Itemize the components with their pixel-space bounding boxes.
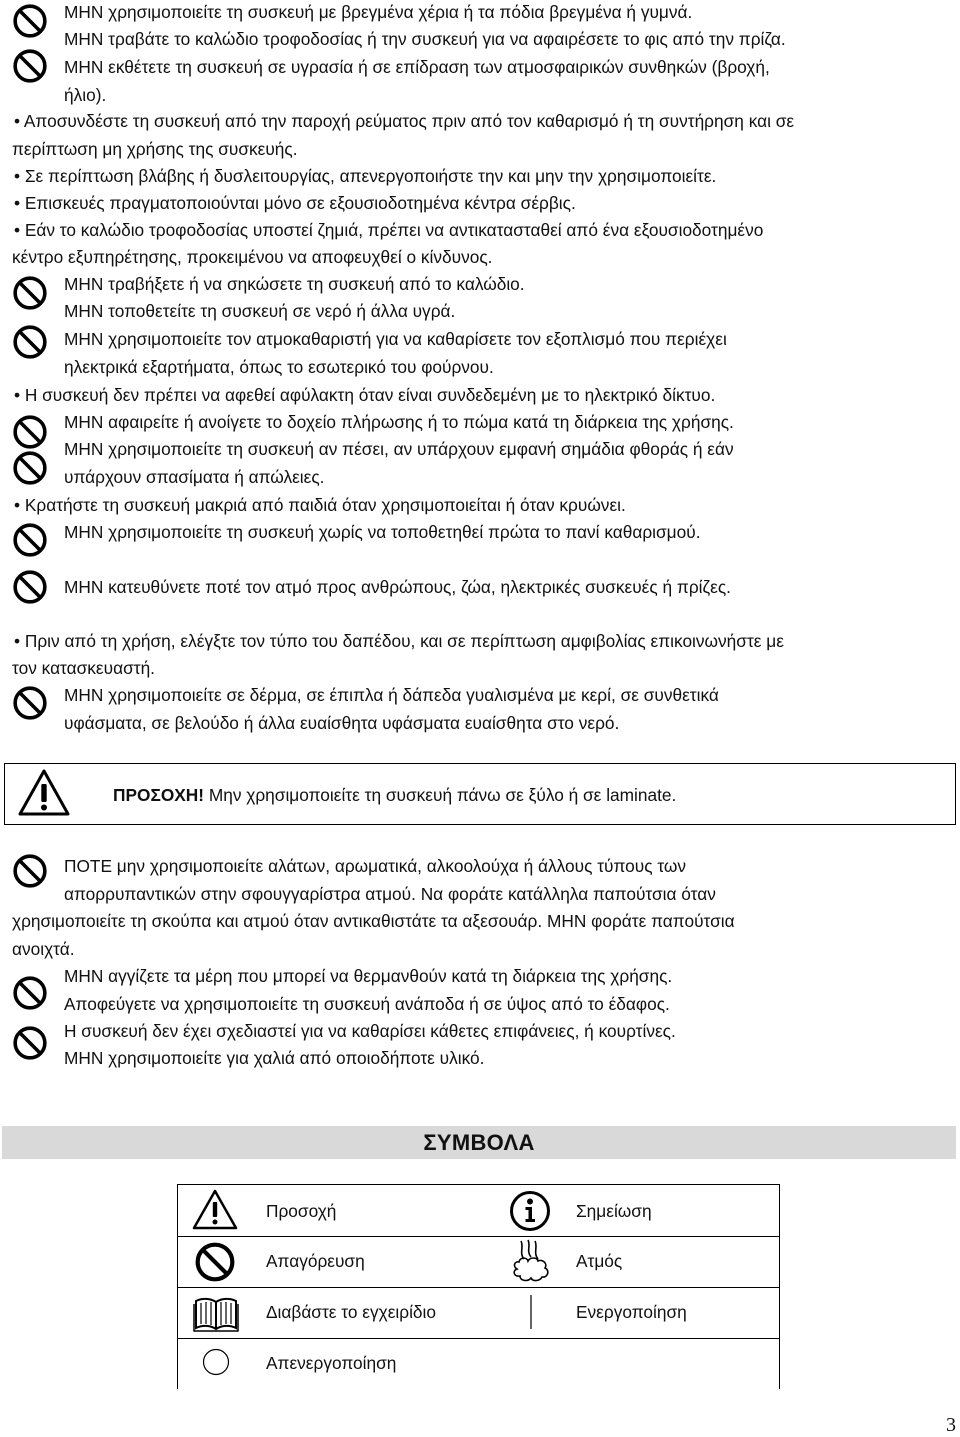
text-line: ΜΗΝ χρησιμοποιείτε τη συσκευή με βρεγμένα χέρια ή τα πόδια βρεγμένα ή γυμνά.: [64, 2, 693, 22]
prohibition-icon: [12, 324, 48, 360]
prohibition-icon: [12, 450, 48, 486]
symbols-row: [178, 1338, 779, 1389]
prohibition-icon: [12, 853, 48, 889]
note-label: Σημείωση: [576, 1201, 652, 1221]
prohibition-icon: [12, 414, 48, 450]
bullet-item: • Κρατήστε τη συσκευή μακριά από παιδιά όταν χρησιμοποιείται ή όταν κρυώνει.: [14, 495, 626, 515]
text-line: ΜΗΝ αγγίζετε τα μέρη που μπορεί να θερμανθούν κατά τη διάρκεια της χρήσης.: [64, 966, 673, 986]
text-line: ΜΗΝ εκθέτετε τη συσκευή σε υγρασία ή σε επίδραση των ατμοσφαιρικών συνθηκών (βροχή,: [64, 57, 770, 77]
text-line: ΜΗΝ αφαιρείτε ή ανοίγετε το δοχείο πλήρωσης ή το πώμα κατά τη διάρκεια της χρήσης.: [64, 412, 734, 432]
text-line: Αποφεύγετε να χρησιμοποιείτε τη συσκευή ανάποδα ή σε ύψος από το έδαφος.: [64, 994, 670, 1014]
prohibition-icon: [12, 48, 48, 84]
prohibition-icon: [194, 1241, 236, 1283]
bullet-item: • Αποσυνδέστε τη συσκευή από την παροχή ρεύματος πριν από τον καθαρισμό ή τη συντήρηση και σε: [14, 111, 795, 131]
text-line: ΜΗΝ τραβάτε το καλώδιο τροφοδοσίας ή την συσκευή για να αφαιρέσετε το φις από την πρίζα.: [64, 29, 786, 49]
text-line: ΜΗΝ κατευθύνετε ποτέ τον ατμό προς ανθρώπους, ζώα, ηλεκτρικές συσκευές ή πρίζες.: [64, 577, 731, 597]
power-off-icon: [202, 1348, 230, 1376]
text-line: υφάσματα, σε βελούδο ή άλλα ευαίσθητα υφάσματα ευαίσθητα στο νερό.: [64, 713, 620, 733]
bullet-item: • Η συσκευή δεν πρέπει να αφεθεί αφύλακτη όταν είναι συνδεδεμένη με το ηλεκτρικό δίκτυο.: [14, 385, 716, 405]
text-line: απορρυπαντικών στην σφουγγαρίστρα ατμού. Να φοράτε κατάλληλα παπούτσια όταν: [64, 884, 716, 904]
text-line: ηλεκτρικά εξαρτήματα, όπως το εσωτερικό του φούρνου.: [64, 357, 494, 377]
text-line: ΜΗΝ τοποθετείτε τη συσκευή σε νερό ή άλλα υγρά.: [64, 301, 456, 321]
caution-triangle-icon: [192, 1189, 238, 1231]
page-number: 3: [946, 1414, 956, 1436]
caution-box: [4, 763, 956, 825]
info-icon: [509, 1190, 551, 1232]
text-line: χρησιμοποιείτε τη σκούπα και ατμού όταν αντικαθιστάτε τα αξεσουάρ. ΜΗΝ φοράτε παπούτσια: [12, 911, 735, 931]
power-on-icon: [529, 1295, 533, 1329]
symbols-row: [178, 1236, 779, 1288]
caution-message: Μην χρησιμοποιείτε τη συσκευή πάνω σε ξύλο ή σε laminate.: [204, 785, 677, 805]
text-line: ανοιχτά.: [12, 939, 75, 959]
steam-label: Ατμός: [576, 1251, 623, 1271]
steam-icon: [511, 1239, 551, 1283]
prohibition-icon: [12, 522, 48, 558]
prohibition-icon: [12, 275, 48, 311]
text-line: ΠΟΤΕ μην χρησιμοποιείτε αλάτων, αρωματικά, αλκοολούχα ή άλλους τύπους των: [64, 856, 687, 876]
symbols-row: [178, 1185, 779, 1237]
prohibition-icon: [12, 685, 48, 721]
text-line: Η συσκευή δεν έχει σχεδιαστεί για να καθαρίσει κάθετες επιφάνειες, ή κουρτίνες.: [64, 1021, 676, 1041]
bullet-item: • Εάν το καλώδιο τροφοδοσίας υποστεί ζημιά, πρέπει να αντικατασταθεί από ένα εξουσιοδοτημένο: [14, 220, 764, 240]
symbols-header: [2, 1126, 956, 1159]
text-line: ΜΗΝ χρησιμοποιείτε τη συσκευή αν πέσει, αν υπάρχουν εμφανή σημάδια φθοράς ή εάν: [64, 439, 734, 459]
bullet-item: • Σε περίπτωση βλάβης ή δυσλειτουργίας, απενεργοποιήστε την και μην την χρησιμοποιείτε.: [14, 166, 717, 186]
text-line: ΜΗΝ τραβήξετε ή να σηκώσετε τη συσκευή από το καλώδιο.: [64, 274, 525, 294]
text-line: ήλιο).: [64, 85, 107, 105]
symbols-row: [178, 1287, 779, 1339]
power-on-label: Ενεργοποίηση: [576, 1302, 687, 1322]
prohibition-label: Απαγόρευση: [266, 1251, 365, 1271]
caution-label: ΠΡΟΣΟΧΗ!: [113, 785, 205, 805]
text-line: κέντρο εξυπηρέτησης, προκειμένου να αποφευχθεί ο κίνδυνος.: [12, 247, 493, 267]
text-line: ΜΗΝ χρησιμοποιείτε τη συσκευή χωρίς να τοποθετηθεί πρώτα το πανί καθαρισμού.: [64, 522, 701, 542]
text-line: περίπτωση μη χρήσης της συσκευής.: [12, 139, 298, 159]
symbols-table: [177, 1184, 780, 1389]
prohibition-icon: [12, 1025, 48, 1061]
book-icon: [192, 1294, 240, 1332]
text-line: τον κατασκευαστή.: [12, 658, 155, 678]
text-line: ΜΗΝ χρησιμοποιείτε τον ατμοκαθαριστή για να καθαρίσετε τον εξοπλισμό που περιέχει: [64, 329, 727, 349]
warning-triangle-icon: [17, 768, 71, 818]
bullet-item: • Επισκευές πραγματοποιούνται μόνο σε εξουσιοδοτημένα κέντρα σέρβις.: [14, 193, 576, 213]
text-line: υπάρχουν σπασίματα ή απώλειες.: [64, 467, 325, 487]
bullet-item: • Πριν από τη χρήση, ελέγξτε τον τύπο του δαπέδου, και σε περίπτωση αμφιβολίας επικοινωνήστε με: [14, 631, 784, 651]
prohibition-icon: [12, 975, 48, 1011]
text-line: ΜΗΝ χρησιμοποιείτε για χαλιά από οποιοδήποτε υλικό.: [64, 1048, 485, 1068]
caution-text: [113, 784, 676, 806]
symbols-title: ΣΥΜΒΟΛΑ: [423, 1130, 535, 1155]
prohibition-icon: [12, 569, 48, 605]
text-line: ΜΗΝ χρησιμοποιείτε σε δέρμα, σε έπιπλα ή δάπεδα γυαλισμένα με κερί, σε συνθετικά: [64, 685, 719, 705]
prohibition-icon: [12, 3, 48, 39]
power-off-label: Απενεργοποίηση: [266, 1353, 397, 1373]
caution-label: Προσοχή: [266, 1201, 337, 1221]
read-manual-label: Διαβάστε το εγχειρίδιο: [266, 1302, 436, 1322]
